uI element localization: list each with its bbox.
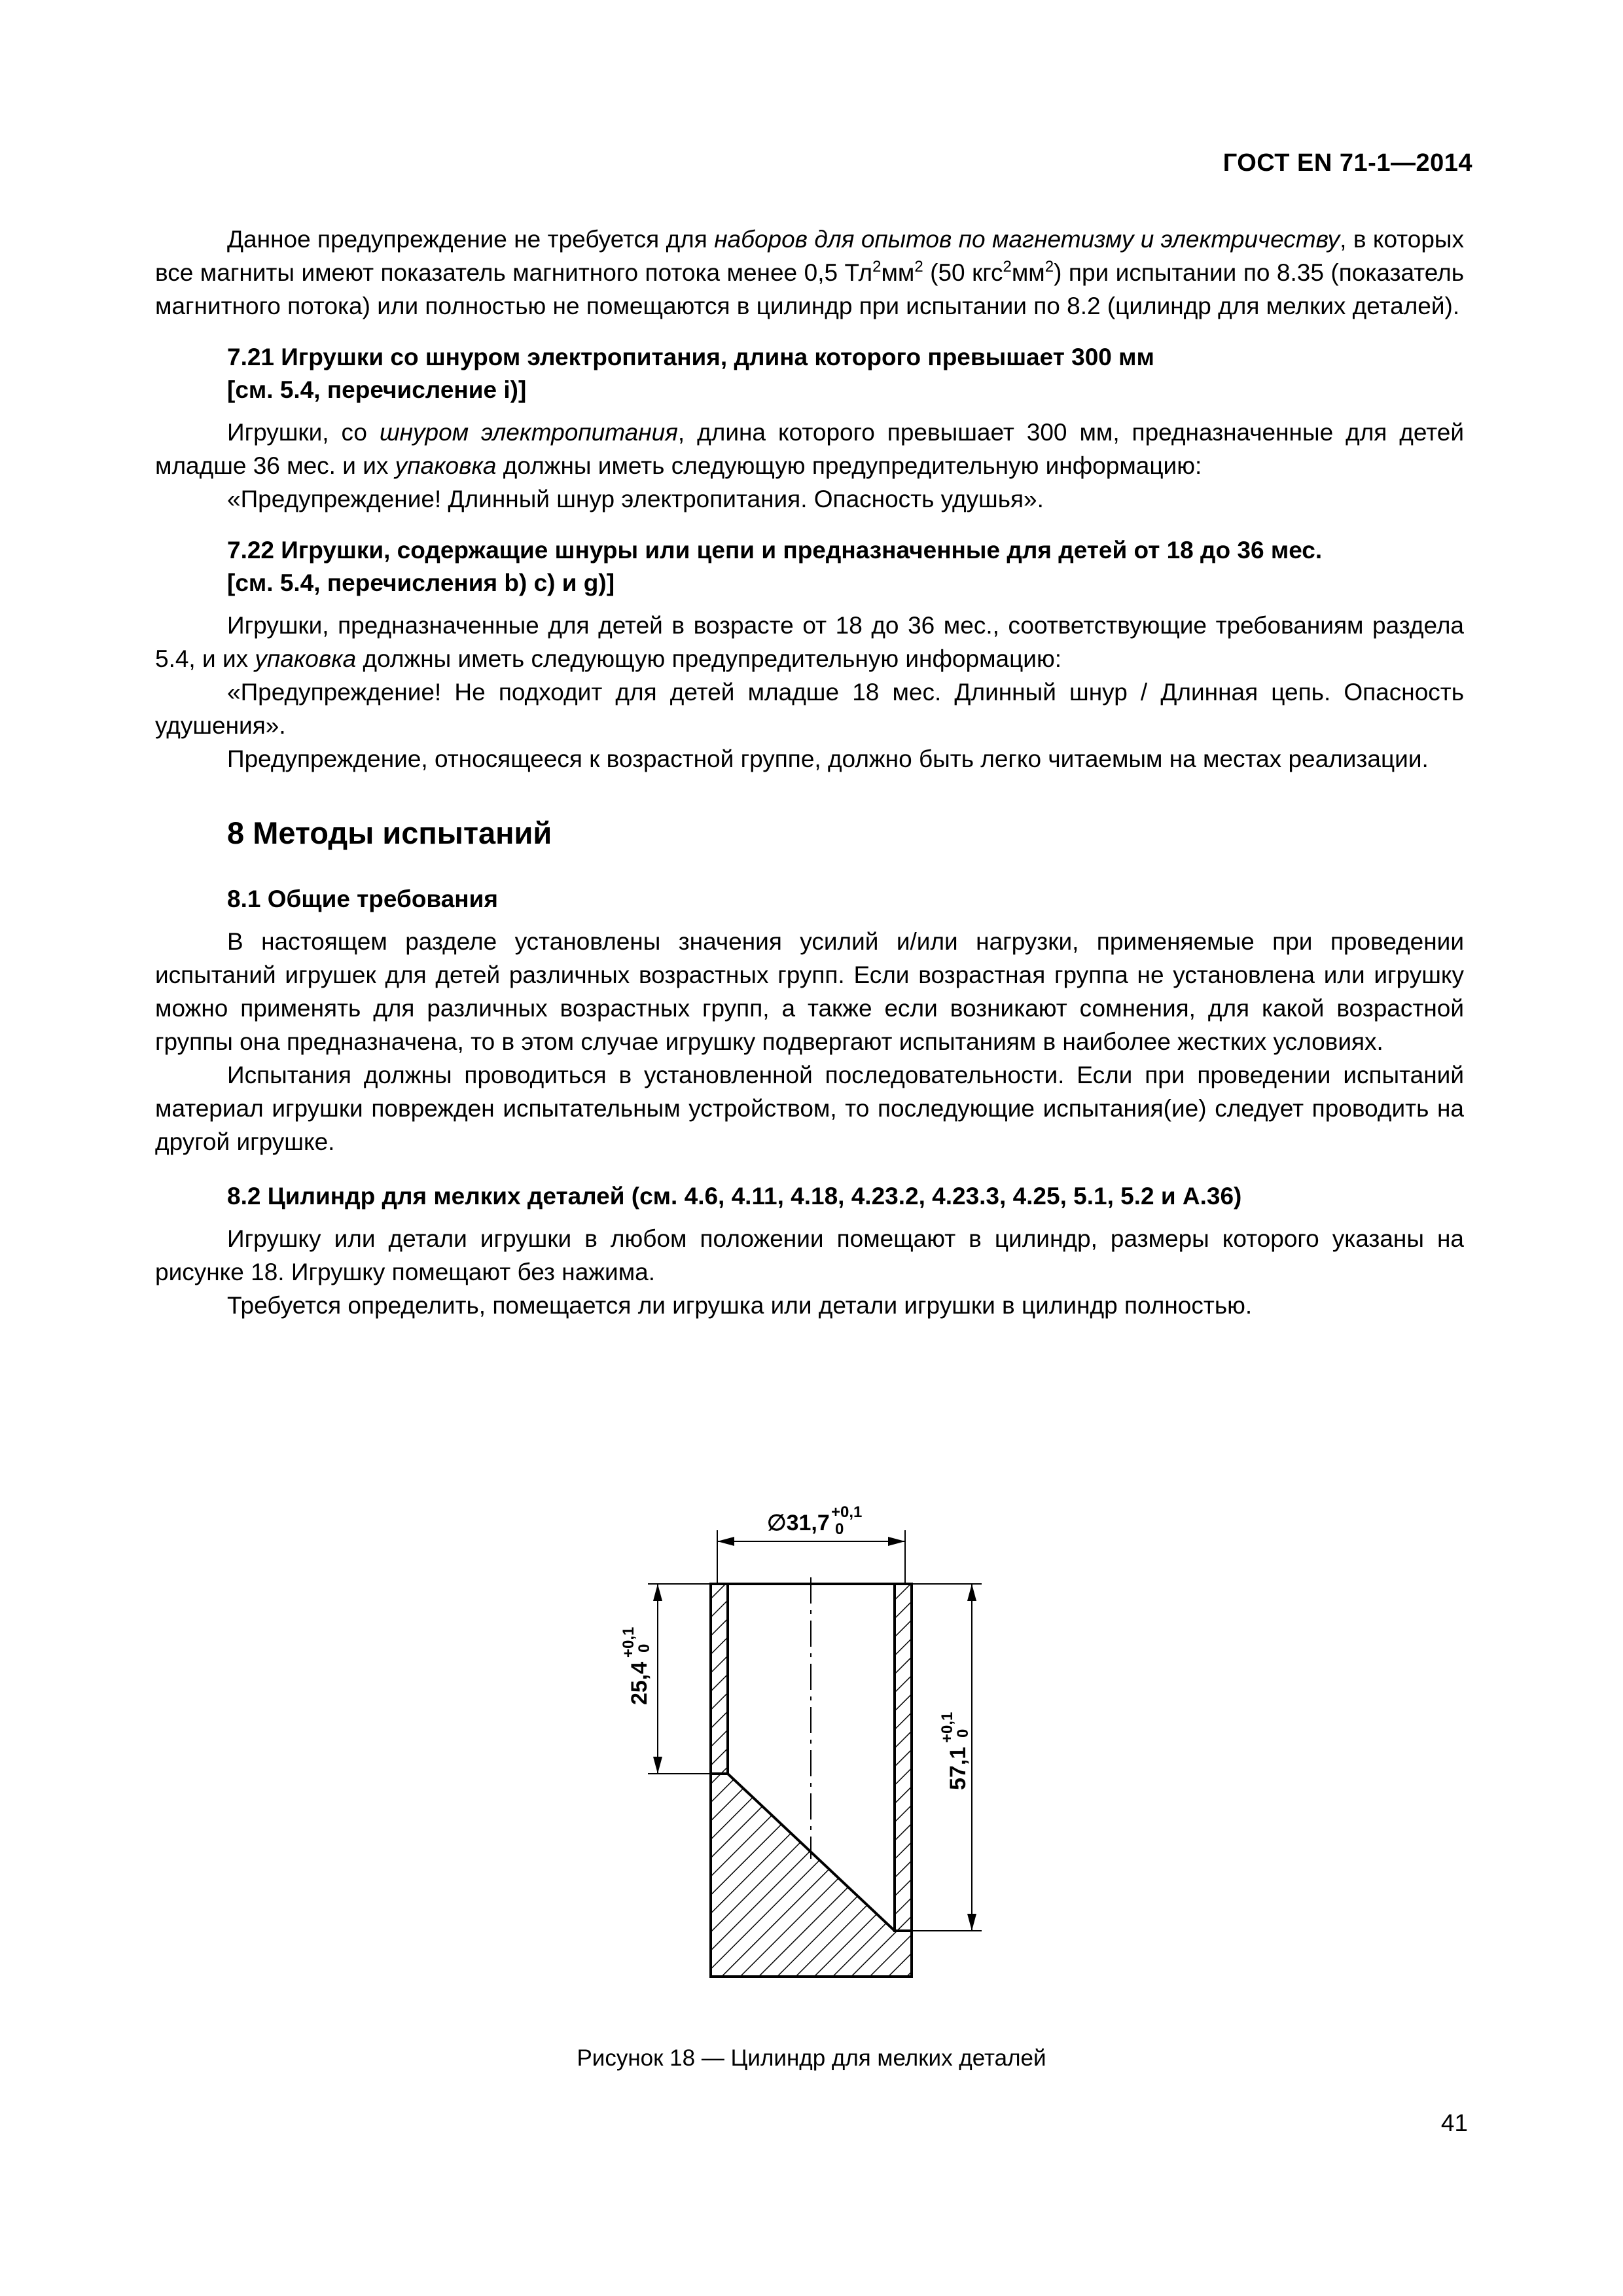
text-run: Игрушки, со bbox=[227, 419, 380, 446]
paragraph-7-21-1 bbox=[155, 416, 1464, 482]
paragraph-7-22-2: «Предупреждение! Не подходит для детей младше 18 мес. Длинный шнур / Длинная цепь. Опасность удушения». bbox=[155, 679, 1464, 739]
paragraph-8-2-2: Требуется определить, помещается ли игрушка или детали игрушки в цилиндр полностью. bbox=[227, 1292, 1253, 1319]
text-run: , длина которого превышает 300 мм, предназначенные для детей младше 36 мес. и их bbox=[155, 419, 1464, 479]
text-run: должны иметь следующую предупредительную информацию: bbox=[496, 452, 1202, 479]
paragraph-7-22-3: Предупреждение, относящееся к возрастной группе, должно быть легко читаемым на местах реализации. bbox=[227, 745, 1429, 772]
page-content bbox=[155, 223, 1464, 1322]
paragraph-8-1-2: Испытания должны проводиться в установленной последовательности. Если при проведении испытаний материал игрушки поврежден испытательным устройством, то последующие испытания(ие) следует проводить на другой игрушке. bbox=[155, 1062, 1464, 1155]
arrow-head bbox=[967, 1584, 976, 1601]
intro-paragraph bbox=[155, 223, 1464, 323]
superscript: 2 bbox=[1003, 258, 1012, 276]
heading-line: 7.22 Игрушки, содержащие шнуры или цепи и предназначенные для детей от 18 до 36 мес. bbox=[227, 537, 1323, 564]
text-run: ) при испытании по 8.35 (показатель магнитного потока) или полностью не помещаются в цилиндр при испытании по 8.2 (цилиндр для мелких деталей). bbox=[155, 259, 1465, 319]
arrow-head bbox=[717, 1537, 734, 1546]
superscript: 2 bbox=[1044, 258, 1054, 276]
paragraph-8-2-1: Игрушку или детали игрушки в любом положении помещают в цилиндр, размеры которого указаны на рисунке 18. Игрушку помещают без нажима. bbox=[155, 1225, 1464, 1285]
arrow-head bbox=[653, 1757, 662, 1774]
text-run: , в которых все магниты имеют показатель магнитного потока менее 0,5 Тл bbox=[155, 226, 1464, 286]
paragraph-7-22-1 bbox=[155, 609, 1464, 675]
figure-caption: Рисунок 18 — Цилиндр для мелких деталей bbox=[577, 2045, 1046, 2071]
italic-term: шнуром электропитания bbox=[379, 419, 678, 446]
document-header: ГОСТ EN 71-1—2014 bbox=[1222, 149, 1472, 177]
text-run: мм bbox=[881, 259, 915, 286]
cylinder-drawing bbox=[589, 1479, 1047, 2016]
right-wall bbox=[895, 1584, 912, 1931]
dim-depth-left-lower: 0 bbox=[635, 1643, 653, 1653]
arrow-head bbox=[967, 1914, 976, 1931]
italic-term: упаковка bbox=[255, 645, 357, 672]
paragraph-7-21-2: «Предупреждение! Длинный шнур электропитания. Опасность удушья». bbox=[227, 486, 1044, 512]
dim-diameter-lower: 0 bbox=[835, 1520, 844, 1538]
heading-7-22 bbox=[155, 534, 1464, 600]
italic-term: наборов для опытов по магнетизму и электричеству bbox=[714, 226, 1340, 253]
heading-line: [см. 5.4, перечисление i)] bbox=[227, 376, 527, 403]
text-run: Игрушки, предназначенные для детей в возрасте от 18 до 36 мес., соответствующие требованиям раздела 5.4, и их bbox=[155, 612, 1464, 672]
text-run: мм bbox=[1011, 259, 1045, 286]
superscript: 2 bbox=[872, 258, 882, 276]
dim-depth-right-lower: 0 bbox=[954, 1729, 972, 1738]
heading-line: [см. 5.4, перечисления b) c) и g)] bbox=[227, 569, 615, 596]
dim-diameter-upper: +0,1 bbox=[831, 1503, 863, 1521]
heading-7-21 bbox=[155, 341, 1464, 406]
paragraph-8-1-1: В настоящем разделе установлены значения усилий и/или нагрузки, применяемые при проведении испытаний игрушек для детей различных возрастных групп. Если возрастная группа не установлена или игрушку можно применять для различных возрастных групп, а также если возникают сомнения, для какой возрастной группы она предназначена, то в этом случае игрушку подвергают испытаниям в наиболее жестких условиях. bbox=[155, 928, 1464, 1055]
superscript: 2 bbox=[914, 258, 923, 276]
text-run: должны иметь следующую предупредительную информацию: bbox=[356, 645, 1061, 672]
dim-depth-left-upper: +0,1 bbox=[620, 1626, 637, 1658]
page-number: 41 bbox=[1440, 2109, 1468, 2136]
dim-depth-left: 25,4 bbox=[627, 1661, 652, 1705]
heading-line: 7.21 Игрушки со шнуром электропитания, длина которого превышает 300 мм bbox=[227, 344, 1154, 370]
arrow-head bbox=[653, 1584, 662, 1601]
italic-term: упаковка bbox=[395, 452, 497, 479]
dim-depth-right: 57,1 bbox=[946, 1746, 971, 1790]
section-title-8: 8 Методы испытаний bbox=[227, 816, 552, 850]
left-wall bbox=[711, 1584, 728, 1774]
dim-depth-right-upper: +0,1 bbox=[938, 1712, 956, 1743]
dim-diameter: ∅31,7 bbox=[767, 1511, 830, 1535]
figure-cylinder bbox=[589, 1479, 1047, 2016]
text-run: Данное предупреждение не требуется для bbox=[227, 226, 715, 253]
text-run: (50 кгс bbox=[923, 259, 1003, 286]
arrow-head bbox=[888, 1537, 905, 1546]
heading-8-2: 8.2 Цилиндр для мелких деталей (см. 4.6, 4.11, 4.18, 4.23.2, 4.23.3, 4.25, 5.1, 5.2 и А.36) bbox=[227, 1183, 1242, 1210]
heading-8-1: 8.1 Общие требования bbox=[227, 886, 498, 912]
